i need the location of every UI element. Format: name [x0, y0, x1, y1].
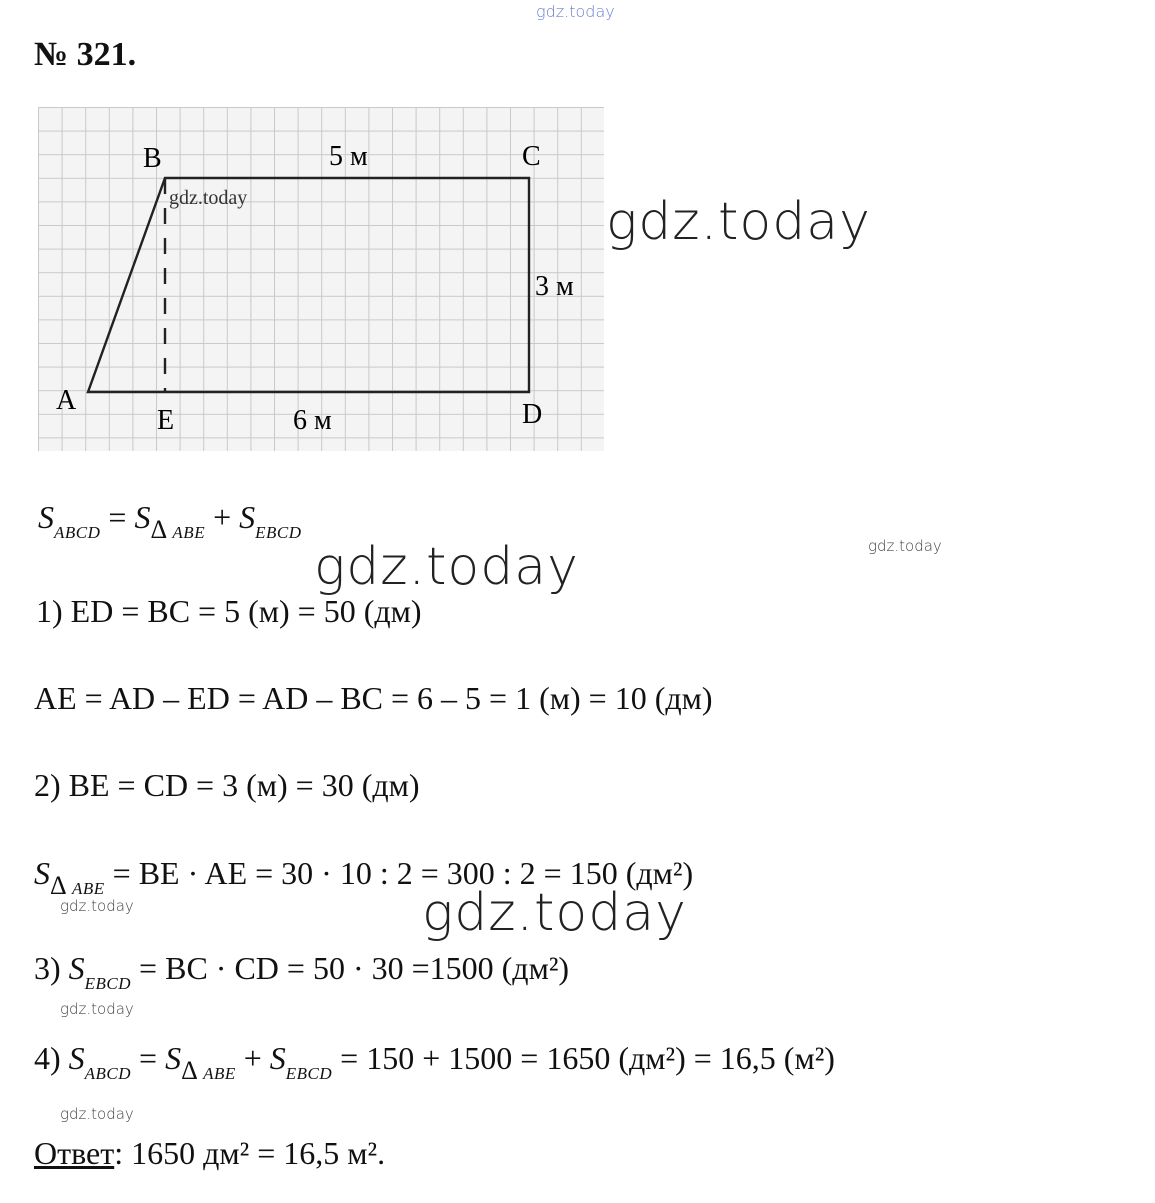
problem-number: № 321.	[34, 36, 137, 73]
watermark-small-2: gdz.today	[60, 1000, 134, 1018]
trapezoid-figure	[38, 107, 604, 451]
watermark-top: gdz.today	[536, 2, 615, 21]
area-formula: $S_{ABCD} = S_{\Delta ABE} + S_{EBCD}$	[38, 499, 302, 544]
label-ad-length: 6 м	[293, 405, 332, 436]
step-triangle-area: $S_{\Delta ABE}$ = BE · AE = 30 · 10 : 2 = 300 : 2 = 150 (дм²)	[34, 855, 694, 900]
vertex-b-label: B	[143, 143, 162, 174]
vertex-a-label: A	[56, 385, 77, 416]
answer	[34, 1135, 385, 1172]
step-4: 4) $S_{ABCD} = S_{\Delta ABE} + S_{EBCD} = 150 + 1500 = 1650$ (дм²) = 16,5 (м²)	[34, 1040, 835, 1085]
step-1: 1) ED = BC = 5 (м) = 50 (дм)	[36, 593, 422, 629]
label-cd-length: 3 м	[535, 271, 574, 302]
label-bc-length: 5 м	[329, 141, 368, 172]
step-3: 3) $S_{EBCD}$ = BC · CD = 50 · 30 =1500 (дм²)	[34, 950, 570, 993]
watermark-small-1: gdz.today	[60, 897, 134, 915]
watermark-large-right: gdz.today	[606, 192, 871, 252]
watermark-in-figure: gdz.today	[169, 187, 248, 209]
vertex-e-label: E	[157, 405, 175, 436]
vertex-c-label: C	[522, 141, 541, 172]
step-ae: AE = AD – ED = AD – BC = 6 – 5 = 1 (м) = 10 (дм)	[34, 680, 713, 716]
answer-value: : 1650 дм² = 16,5 м².	[114, 1135, 386, 1171]
answer-label: Ответ	[34, 1135, 115, 1171]
watermark-large-center: gdz.today	[314, 537, 579, 597]
watermark-small-3: gdz.today	[60, 1105, 134, 1123]
vertex-d-label: D	[522, 399, 543, 430]
grid-paper	[38, 107, 604, 451]
step-2: 2) BE = CD = 3 (м) = 30 (дм)	[34, 767, 420, 803]
watermark-large-lower: gdz.today	[422, 883, 687, 943]
watermark-small-right: gdz.today	[868, 537, 942, 555]
